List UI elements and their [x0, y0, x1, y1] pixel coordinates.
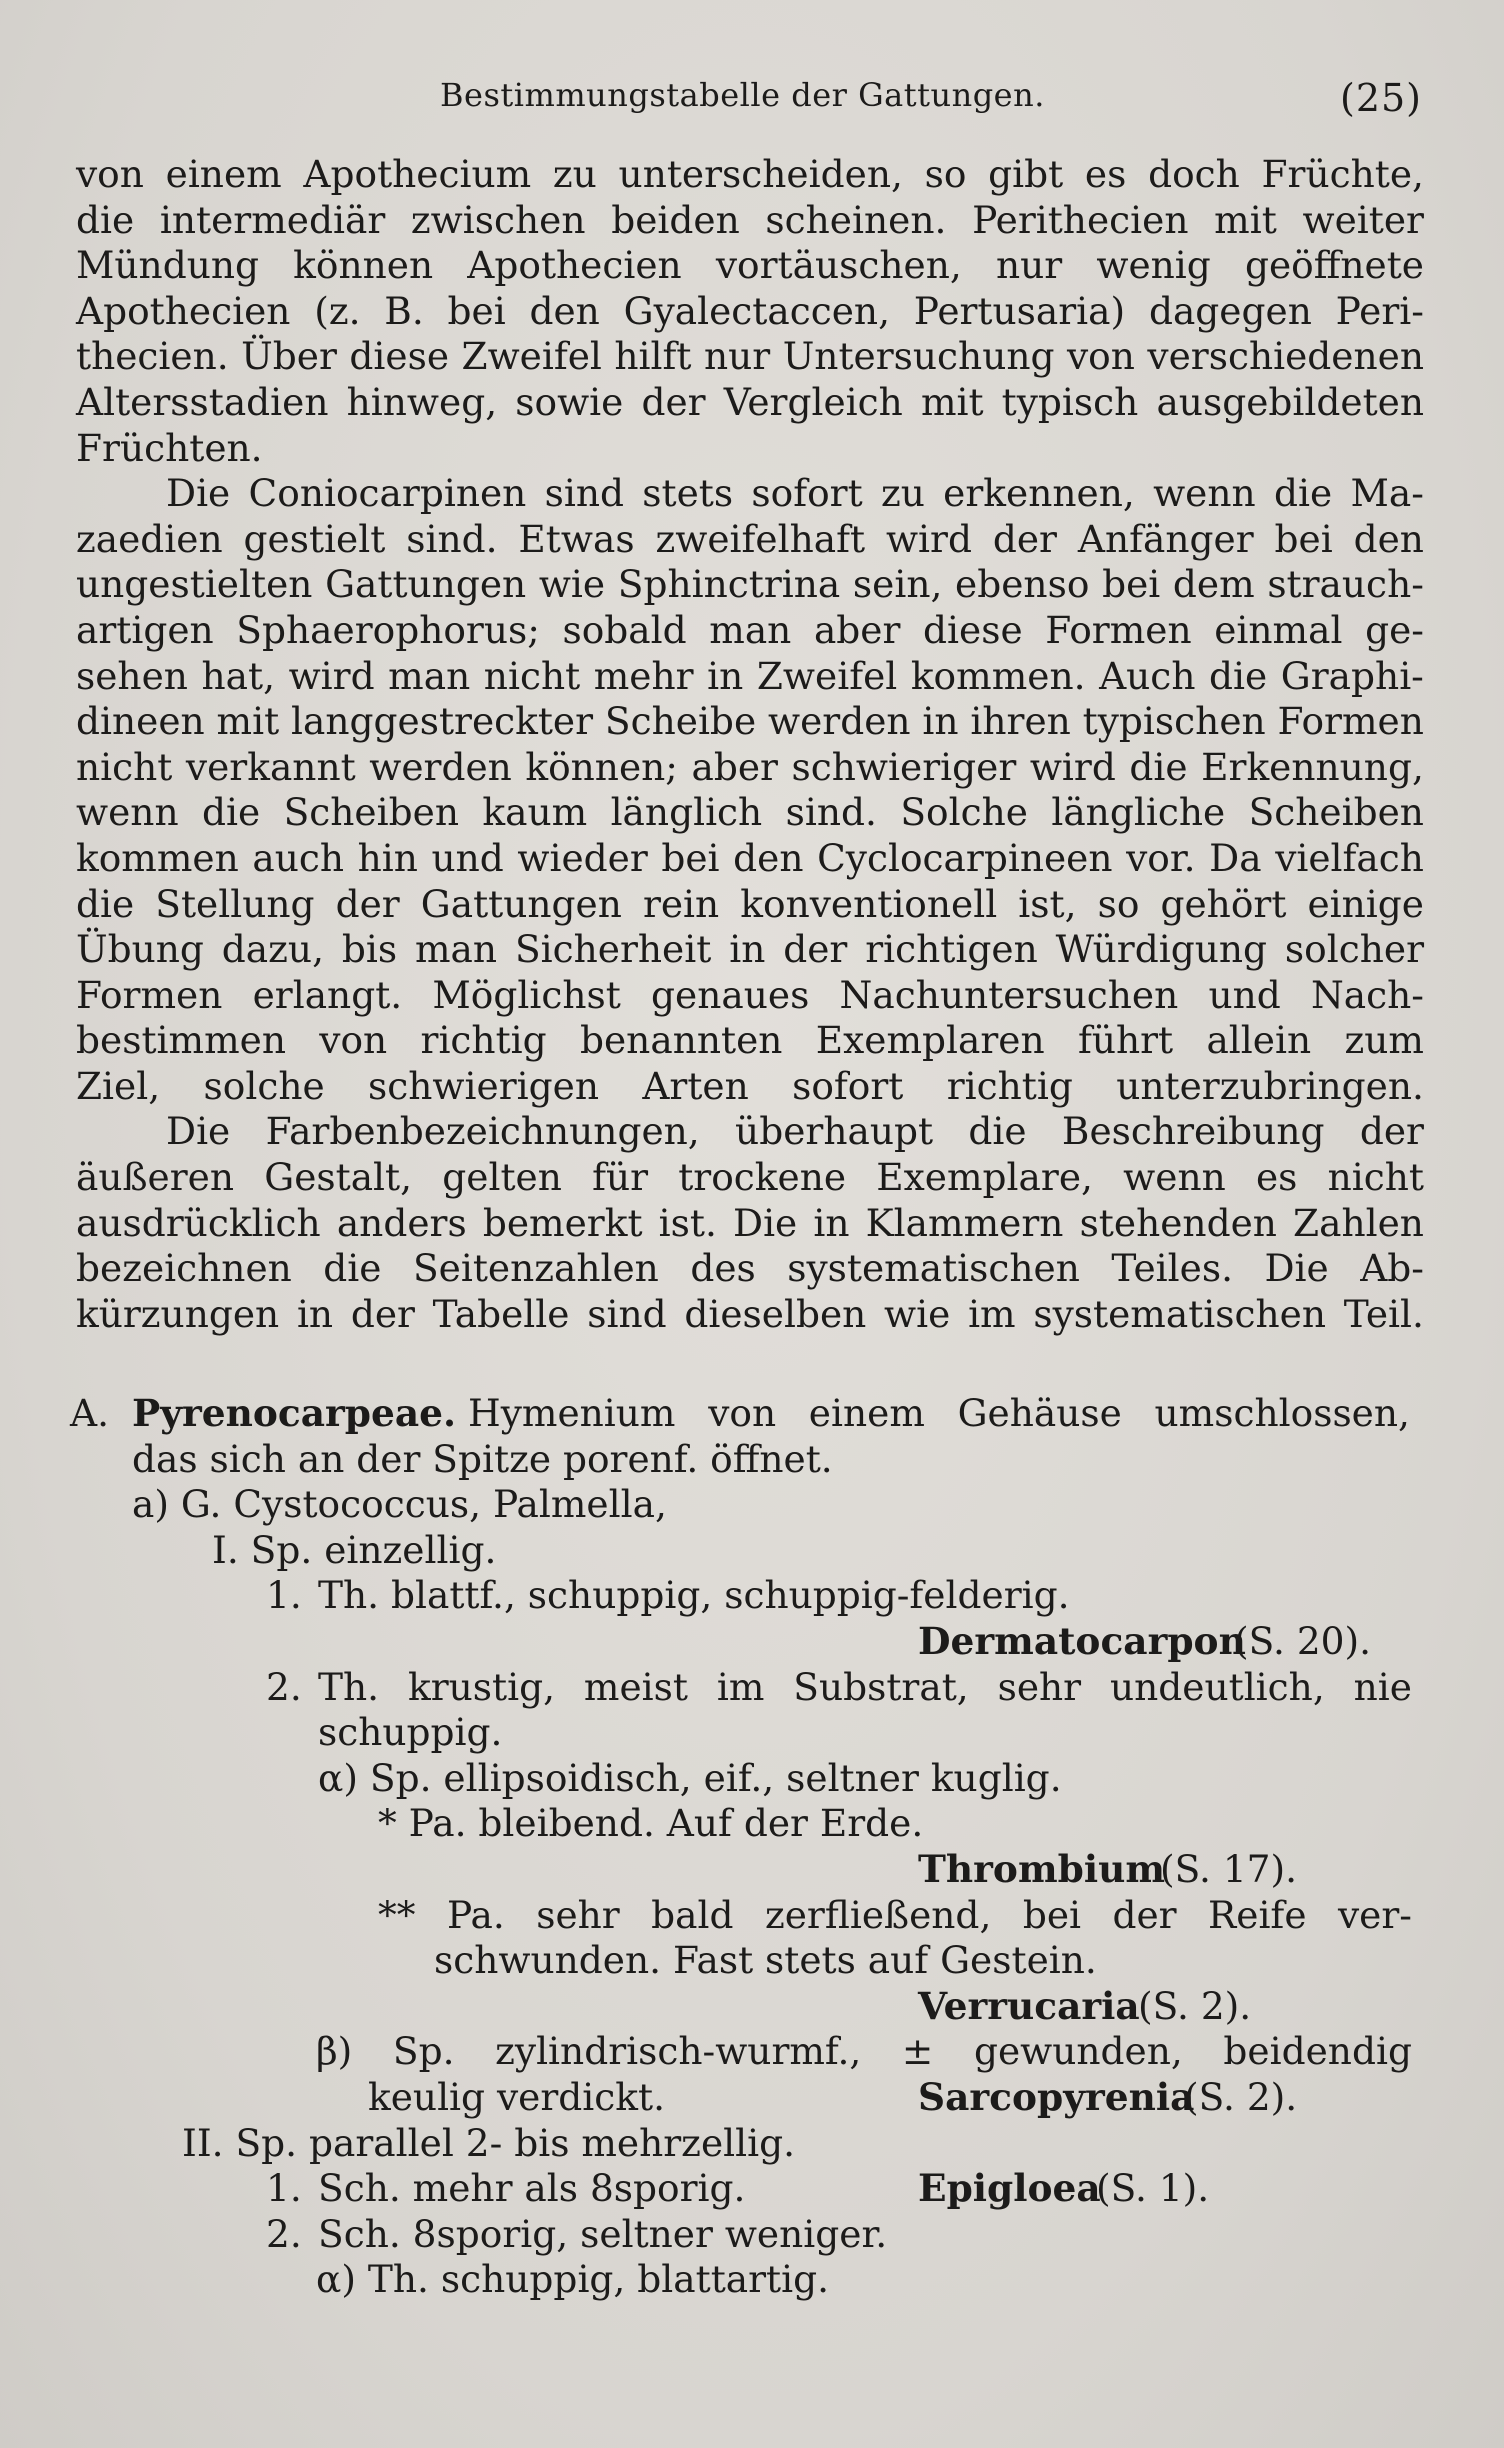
text-line: nicht verkannt werden können; aber schwieriger wird die Erkennung,: [76, 744, 1424, 789]
text-line: Apothecien (z. B. bei den Gyalectaccen, Pertusaria) dagegen Peri-: [76, 288, 1424, 333]
text-line: Die Farbenbezeichnungen, überhaupt die Beschreibung der: [166, 1109, 1424, 1154]
key-text: II. Sp. parallel 2- bis mehrzellig.: [182, 2120, 796, 2165]
key-line: [70, 1482, 1430, 1528]
key-text: Sch. mehr als 8sporig.: [318, 2166, 746, 2211]
paragraph-3: [76, 1109, 1424, 1337]
key-line: [70, 2075, 1430, 2121]
text-line: die Stellung der Gattungen rein konventionell ist, so gehört einige: [76, 881, 1424, 926]
text-line: zaedien gestielt sind. Etwas zweifelhaft wird der Anfänger bei den: [76, 516, 1424, 561]
key-line: [70, 1984, 1430, 2030]
key-line: [70, 1847, 1430, 1893]
text-line: thecien. Über diese Zweifel hilft nur Untersuchung von verschiedenen: [76, 334, 1424, 379]
key-line: [70, 2029, 1430, 2075]
key-line: [70, 1528, 1430, 1574]
page-reference: (S. 2).: [1184, 2074, 1298, 2119]
body-text: [76, 152, 1424, 1337]
key-text: β) Sp. zylindrisch-wurmf., ± gewunden, beidendig: [316, 2029, 1412, 2074]
text-line: dineen mit langgestreckter Scheibe werden in ihren typischen Formen: [76, 699, 1424, 744]
running-title: Bestimmungstabelle der Gattungen.: [440, 76, 1045, 114]
key-text: α) Sp. ellipsoidisch, eif., seltner kuglig.: [318, 1755, 1062, 1800]
text-line: Die Coniocarpinen sind stets sofort zu erkennen, wenn die Ma-: [166, 471, 1424, 516]
key-number: 2.: [266, 2211, 302, 2256]
taxon-name: Pyrenocarpeae.: [132, 1391, 457, 1435]
key-line: [70, 1756, 1430, 1802]
key-line: [70, 1801, 1430, 1847]
taxon-name: Verrucaria: [918, 1983, 1140, 2028]
text-line: von einem Apothecium zu unterscheiden, so gibt es doch Früchte,: [76, 152, 1424, 196]
key-label: A.: [70, 1391, 110, 1435]
text-line: Formen erlangt. Möglichst genaues Nachuntersuchen und Nach-: [76, 972, 1424, 1017]
text-line: sehen hat, wird man nicht mehr in Zweifel kommen. Auch die Graphi-: [76, 653, 1424, 698]
key-text: I. Sp. einzellig.: [212, 1527, 497, 1572]
key-line: [70, 1938, 1430, 1984]
key-text: Th. krustig, meist im Substrat, sehr undeutlich, nie: [318, 1664, 1412, 1709]
key-text: schuppig.: [318, 1710, 503, 1755]
text-line: bestimmen von richtig benannten Exemplaren führt allein zum: [76, 1018, 1424, 1063]
taxon-name: Dermatocarpon: [918, 1618, 1246, 1663]
text-line: bezeichnen die Seitenzahlen des systematischen Teiles. Die Ab-: [76, 1246, 1424, 1291]
key-number: 1.: [266, 2166, 302, 2211]
key-line: [70, 1619, 1430, 1665]
key-line: [70, 1573, 1430, 1619]
key-text: α) Th. schuppig, blattartig.: [316, 2257, 830, 2302]
key-text: Th. blattf., schuppig, schuppig-felderig.: [318, 1573, 1070, 1618]
key-text: das sich an der Spitze porenf. öffnet.: [132, 1436, 833, 1481]
key-number: 1.: [266, 1573, 302, 1618]
text-line: Ziel, solche schwierigen Arten sofort richtig unterzubringen.: [76, 1063, 1424, 1108]
text-line: kommen auch hin und wieder bei den Cyclocarpineen vor. Da vielfach: [76, 835, 1424, 880]
text-line: ungestielten Gattungen wie Sphinctrina sein, ebenso bei dem strauch-: [76, 562, 1424, 607]
taxon-name: Epigloea: [918, 2166, 1101, 2211]
paragraph-2: [76, 471, 1424, 1109]
key-line: [70, 2166, 1430, 2212]
key-text: schwunden. Fast stets auf Gestein.: [434, 1938, 1097, 1983]
key-text: a) G. Cystococcus, Palmella,: [132, 1482, 667, 1527]
text-line: Früchten.: [76, 425, 263, 470]
key-line: [70, 2121, 1430, 2167]
key-line: [70, 1437, 1430, 1483]
taxon-name: Thrombium: [918, 1846, 1166, 1891]
paragraph-1: [76, 152, 1424, 471]
key-text: Hymenium von einem Gehäuse umschlossen,: [468, 1391, 1410, 1435]
text-line: wenn die Scheiben kaum länglich sind. Solche längliche Scheiben: [76, 790, 1424, 835]
key-line: [70, 1391, 1430, 1437]
text-line: ausdrücklich anders bemerkt ist. Die in Klammern stehenden Zahlen: [76, 1200, 1424, 1245]
page-reference: (S. 17).: [1160, 1846, 1298, 1891]
key-line: [70, 1665, 1430, 1711]
text-line: die intermediär zwischen beiden scheinen. Perithecien mit weiter: [76, 197, 1424, 242]
determination-key: [70, 1391, 1430, 2303]
page-reference: (S. 20).: [1234, 1618, 1372, 1663]
key-text: * Pa. bleibend. Auf der Erde.: [378, 1801, 924, 1846]
text-line: Altersstadien hinweg, sowie der Vergleich mit typisch ausgebildeten: [76, 379, 1424, 424]
text-line: Übung dazu, bis man Sicherheit in der richtigen Würdigung solcher: [76, 927, 1424, 972]
key-line: [70, 1710, 1430, 1756]
page-reference: (S. 2).: [1138, 1983, 1252, 2028]
key-line: [70, 1893, 1430, 1939]
key-text: Sch. 8sporig, seltner weniger.: [318, 2211, 888, 2256]
key-number: 2.: [266, 1664, 302, 1709]
key-line: [70, 2212, 1430, 2258]
text-line: Mündung können Apothecien vortäuschen, nur wenig geöffnete: [76, 243, 1424, 288]
key-text: keulig verdickt.: [368, 2074, 665, 2119]
key-text: ** Pa. sehr bald zerfließend, bei der Reife ver-: [378, 1892, 1412, 1937]
text-line: artigen Sphaerophorus; sobald man aber diese Formen einmal ge-: [76, 607, 1424, 652]
key-line: [70, 2257, 1430, 2303]
page-number: (25): [1340, 76, 1423, 120]
text-line: kürzungen in der Tabelle sind dieselben wie im systematischen Teil.: [76, 1291, 1424, 1336]
taxon-name: Sarcopyrenia: [918, 2074, 1195, 2119]
text-line: äußeren Gestalt, gelten für trockene Exemplare, wenn es nicht: [76, 1155, 1424, 1200]
page-reference: (S. 1).: [1096, 2166, 1210, 2211]
